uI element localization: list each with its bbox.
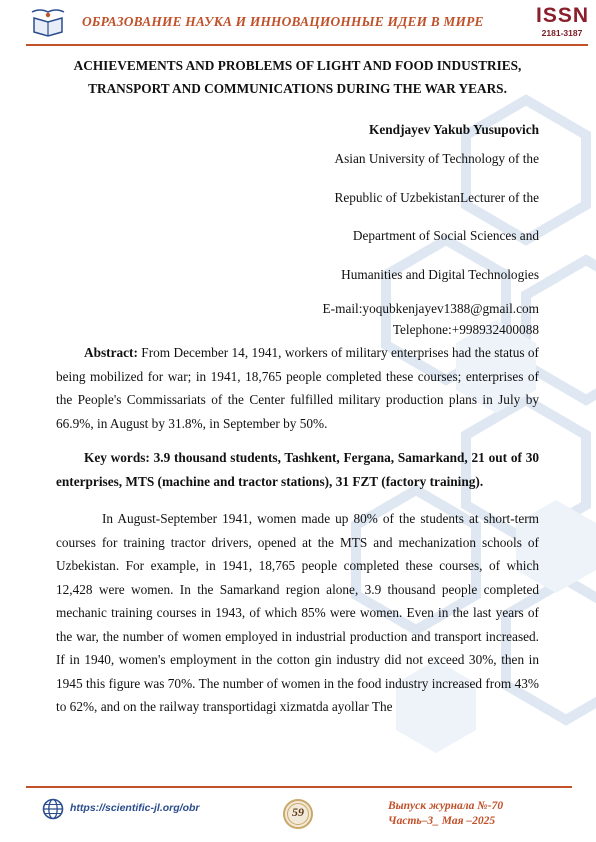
issue-part-date: Часть–3_ Мая –2025 — [388, 815, 496, 827]
abstract-text: From December 14, 1941, workers of military enterprises had the status of being mobilized for war; in 1941, 18,765 people completed these courses; enterprises of the People's Commissariats of the Center fulfilled military production plans in July by 66.9%, in August by 31.8%, in September by 50%. — [56, 345, 539, 431]
issn-label: ISSN — [536, 4, 590, 27]
issue-number: Выпуск журнала №-70 — [388, 800, 504, 812]
author-name: Kendjayev Yakub Yusupovich — [369, 122, 539, 137]
affiliation-line: Department of Social Sciences and — [352, 228, 539, 243]
globe-icon — [42, 798, 64, 820]
author-block — [56, 120, 539, 340]
affiliation-line: Asian University of Technology of the — [334, 151, 539, 166]
website-link[interactable]: https://scientific-jl.org/obr — [70, 802, 200, 814]
abstract — [56, 341, 539, 435]
issn-number: 2181-3187 — [541, 28, 583, 38]
footer-divider — [26, 786, 572, 788]
book-logo-icon — [28, 6, 68, 38]
affiliation-line: Republic of UzbekistanLecturer of the — [334, 189, 539, 205]
page-number: 59 — [292, 805, 304, 819]
issn-badge — [536, 4, 588, 40]
header-divider — [26, 44, 588, 46]
body-paragraph: In August-September 1941, women made up 80% of the students at short-term courses for training tractor drivers, opened at the MTS and mechanization schools of Uzbekistan. For example, in 1941, 18,765 people completed these courses, of which 12,428 were women. In the Samarkand region alone, 3.9 thousand people completed mechanic training courses in 1943, of which 85% were women. Even in the last years of the war, the number of women employed in industrial production and transport increased. If in 1940, women's employment in the cotton gin industry did not exceed 30%, then in 1945 this figure was 70%. The number of women in the food industry increased from 43% to 62%, and on the railway transportidagi xizmatda ayollar The — [56, 511, 539, 714]
article-body — [56, 54, 539, 719]
affiliation-line: Humanities and Digital Technologies — [341, 266, 539, 282]
author-email[interactable]: E-mail:yoqubkenjayev1388@gmail.com — [322, 301, 539, 316]
page-number-badge — [282, 798, 314, 830]
article-title: ACHIEVEMENTS AND PROBLEMS OF LIGHT AND FOOD INDUSTRIES, TRANSPORT AND COMMUNICATIONS DURING THE WAR YEARS. — [73, 58, 522, 96]
keywords: Key words: 3.9 thousand students, Tashkent, Fergana, Samarkand, 21 out of 30 enterprises, MTS (machine and tractor stations), 31 FZT (factory training). — [56, 450, 539, 489]
author-telephone: Telephone:+998932400088 — [392, 322, 539, 337]
issue-info — [388, 799, 503, 829]
journal-title: ОБРАЗОВАНИЕ НАУКА И ИННОВАЦИОННЫЕ ИДЕИ В МИРЕ — [82, 14, 484, 29]
abstract-label: Abstract: — [84, 345, 138, 360]
journal-header — [0, 0, 596, 44]
